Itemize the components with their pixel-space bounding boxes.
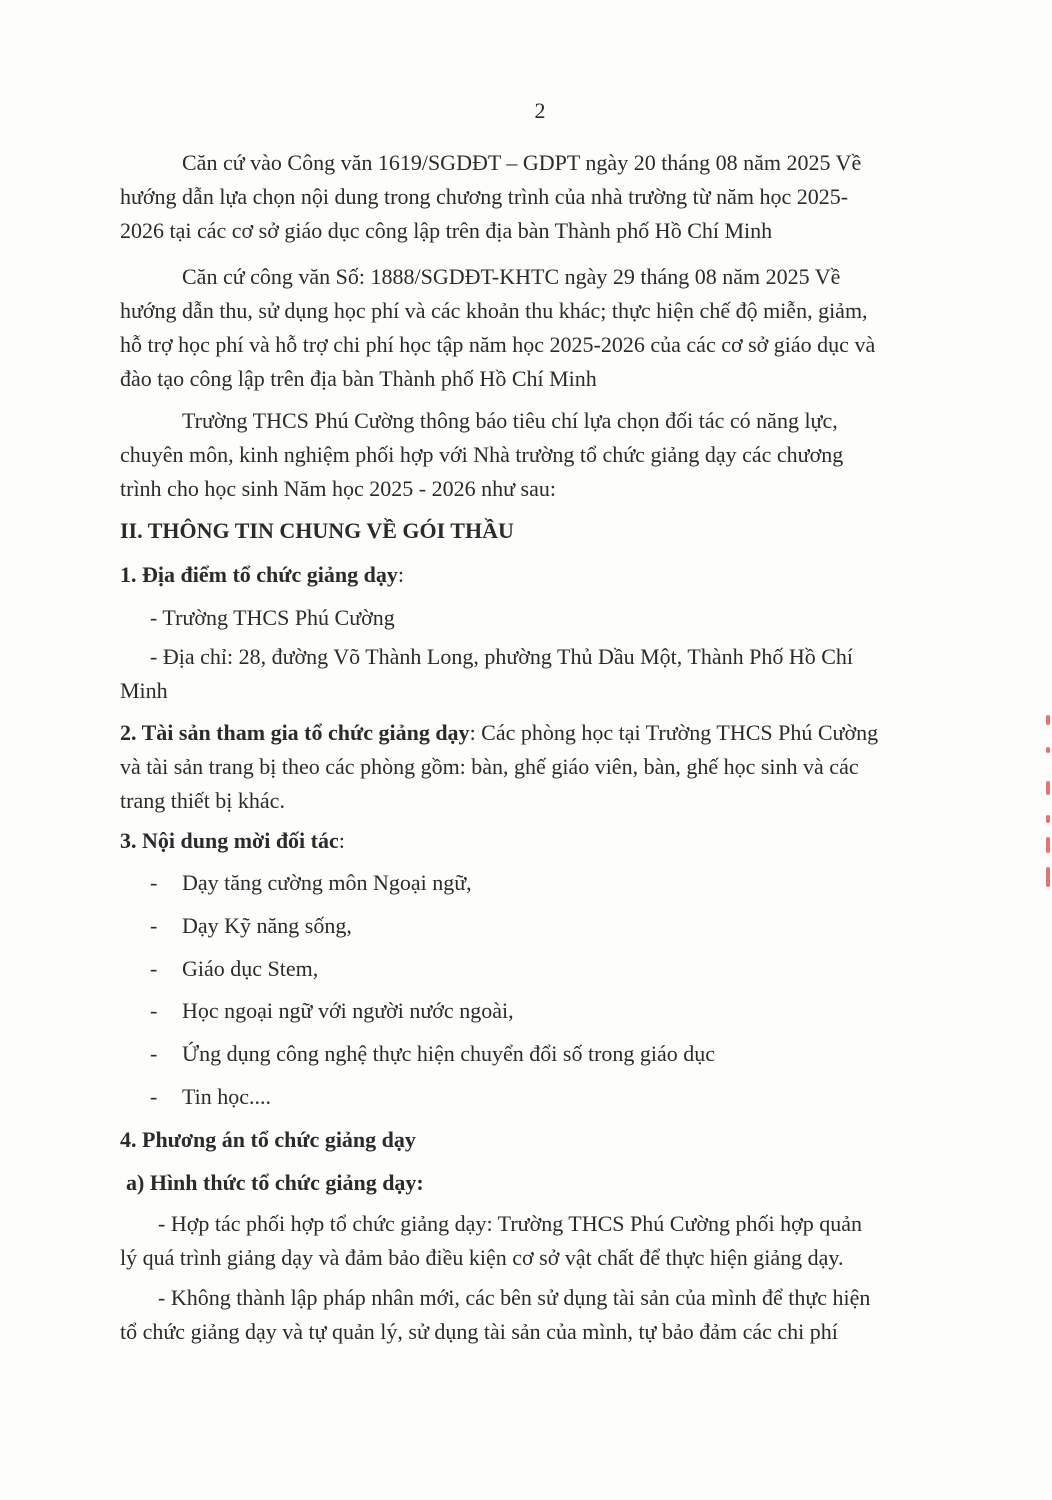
dash-marker: - bbox=[150, 1041, 158, 1066]
text-line: 2026 tại các cơ sở giáo dục công lập trên địa bàn Thành phố Hồ Chí Minh bbox=[120, 218, 773, 243]
text-line: - Không thành lập pháp nhân mới, các bên sử dụng tài sản của mình để thực hiện bbox=[158, 1285, 871, 1310]
list-item bbox=[150, 909, 352, 943]
text-line: - Hợp tác phối hợp tổ chức giảng dạy: Trường THCS Phú Cường phối hợp quản bbox=[158, 1211, 863, 1236]
text-line: Căn cứ công văn Số: 1888/SGDĐT-KHTC ngày 29 tháng 08 năm 2025 Về bbox=[182, 264, 841, 289]
item-2-title: 2. Tài sản tham gia tổ chức giảng dạy bbox=[120, 720, 470, 745]
item-1-title: 1. Địa điểm tổ chức giảng dạy bbox=[120, 562, 398, 587]
item-3-colon: : bbox=[338, 828, 345, 853]
text-line: hướng dẫn thu, sử dụng học phí và các khoản thu khác; thực hiện chế độ miễn, giảm, bbox=[120, 298, 868, 323]
list-item bbox=[150, 1037, 715, 1071]
text-line: tổ chức giảng dạy và tự quản lý, sử dụng tài sản của mình, tự bảo đảm các chi phí bbox=[120, 1319, 838, 1344]
text-line: Trường THCS Phú Cường thông báo tiêu chí lựa chọn đối tác có năng lực, bbox=[182, 408, 838, 433]
text-line: đào tạo công lập trên địa bàn Thành phố Hồ Chí Minh bbox=[120, 366, 597, 391]
list-item-text: Học ngoại ngữ với người nước ngoài, bbox=[182, 998, 514, 1023]
item-3-title: 3. Nội dung mời đối tác bbox=[120, 828, 339, 853]
intro-paragraph-3 bbox=[120, 404, 962, 506]
text-line: lý quá trình giảng dạy và đảm bảo điều kiện cơ sở vật chất để thực hiện giảng dạy. bbox=[120, 1245, 844, 1270]
intro-paragraph-2 bbox=[120, 260, 962, 396]
item-1-heading bbox=[120, 558, 404, 592]
list-item bbox=[150, 1080, 271, 1114]
item-4a-paragraph-2 bbox=[120, 1281, 962, 1349]
item-4-heading: 4. Phương án tổ chức giảng dạy bbox=[120, 1127, 416, 1152]
intro-paragraph-1 bbox=[120, 146, 962, 248]
item-1-colon: : bbox=[397, 562, 404, 587]
dash-marker: - bbox=[150, 913, 158, 938]
list-item-text: Giáo dục Stem, bbox=[182, 956, 319, 981]
text-line: hỗ trợ học phí và hỗ trợ chi phí học tập năm học 2025-2026 của các cơ sở giáo dục và bbox=[120, 332, 876, 357]
address-line-2: Minh bbox=[120, 678, 168, 703]
item-2-line-3: trang thiết bị khác. bbox=[120, 788, 285, 813]
list-item bbox=[150, 994, 514, 1028]
dash-marker: - bbox=[150, 1084, 158, 1109]
school-name: - Trường THCS Phú Cường bbox=[150, 605, 395, 630]
address-line-1: - Địa chỉ: 28, đường Võ Thành Long, phường Thủ Dầu Một, Thành Phố Hồ Chí bbox=[150, 644, 854, 669]
list-item-text: Ứng dụng công nghệ thực hiện chuyển đổi số trong giáo dục bbox=[182, 1041, 716, 1066]
section-heading: II. THÔNG TIN CHUNG VỀ GÓI THẦU bbox=[120, 518, 514, 543]
page-number: 2 bbox=[534, 98, 546, 123]
item-2-line-1 bbox=[120, 716, 962, 750]
item-2-line-2: và tài sản trang bị theo các phòng gồm: bàn, ghế giáo viên, bàn, ghế học sinh và các bbox=[120, 754, 859, 779]
list-item-text: Tin học.... bbox=[182, 1084, 272, 1109]
text-line: hướng dẫn lựa chọn nội dung trong chương trình của nhà trường từ năm học 2025- bbox=[120, 184, 849, 209]
text-line: chuyên môn, kinh nghiệm phối hợp với Nhà trường tổ chức giảng dạy các chương bbox=[120, 442, 844, 467]
address bbox=[120, 640, 962, 708]
item-3-heading bbox=[120, 824, 345, 858]
item-4a-paragraph-1 bbox=[120, 1207, 962, 1275]
seal-edge-marks bbox=[1036, 715, 1050, 895]
list-item-text: Dạy Kỹ năng sống, bbox=[182, 913, 352, 938]
text-line: trình cho học sinh Năm học 2025 - 2026 như sau: bbox=[120, 476, 556, 501]
item-2-paragraph bbox=[120, 716, 962, 818]
text-line: Căn cứ vào Công văn 1619/SGDĐT – GDPT ngày 20 tháng 08 năm 2025 Về bbox=[182, 150, 862, 175]
dash-marker: - bbox=[150, 998, 158, 1023]
dash-marker: - bbox=[150, 870, 158, 895]
list-item bbox=[150, 952, 318, 986]
dash-marker: - bbox=[150, 956, 158, 981]
item-2-text: : Các phòng học tại Trường THCS Phú Cường bbox=[469, 720, 879, 745]
item-4a-heading: a) Hình thức tổ chức giảng dạy: bbox=[126, 1170, 424, 1195]
list-item bbox=[150, 866, 472, 900]
list-item-text: Dạy tăng cường môn Ngoại ngữ, bbox=[182, 870, 472, 895]
